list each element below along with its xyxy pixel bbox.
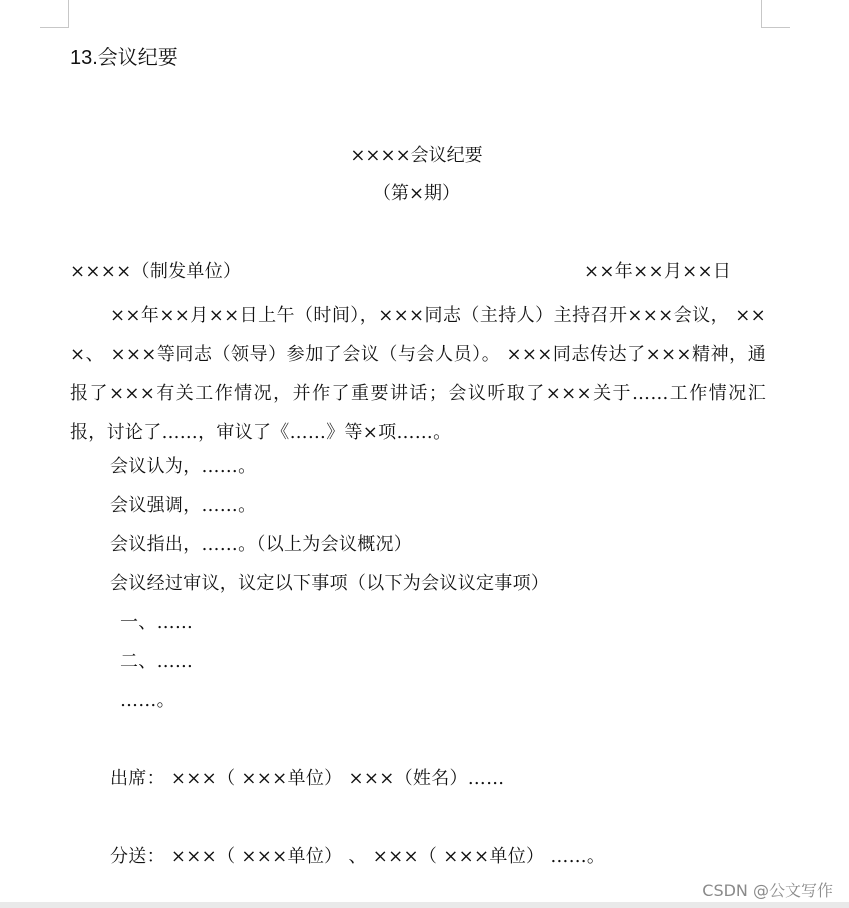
margin-corner-mark-top-left-horizontal [40,27,68,28]
distribution-line: 分送： ×××（ ×××单位） 、 ×××（ ×××单位） ……。 [110,846,606,867]
page-bottom-edge [0,902,849,908]
margin-corner-mark-top-right [761,0,762,28]
meeting-point-emphasize: 会议强调，……。 [110,495,257,516]
issue-number: （第×期） [372,183,461,204]
document-title: ××××会议纪要 [350,145,483,166]
meeting-summary-paragraph: ××年××月××日上午（时间），×××同志（主持人）主持召开×××会议， ×××、 ×××等同志（领导）参加了会议（与会人员）。 ×××同志传达了×××精神，通报了×××有关工作情况，并作了重要讲话；会议听取了×××关于……工作情况汇报，讨论了……，审议了《……》等×项……。 [70,305,766,443]
meeting-point-consider: 会议认为，……。 [110,456,257,477]
issuing-unit: ××××（制发单位） [70,261,242,282]
attendance-line: 出席： ×××（ ×××单位） ×××（姓名）…… [110,768,505,789]
watermark: CSDN @公文写作 [702,881,833,900]
meeting-point-indicate: 会议指出，……。（以上为会议概况） [110,534,413,555]
decision-item-2: 二、…… [120,651,194,672]
margin-corner-mark-top-right-horizontal [762,27,790,28]
margin-corner-mark-top-left [68,0,69,28]
section-heading: 13.会议纪要 [70,47,178,69]
decision-item-1: 一、…… [120,612,194,633]
decision-item-more: ……。 [120,690,175,711]
meeting-point-decisions: 会议经过审议，议定以下事项（以下为会议议定事项） [110,573,550,594]
issue-date: ××年××月××日 [584,261,732,282]
